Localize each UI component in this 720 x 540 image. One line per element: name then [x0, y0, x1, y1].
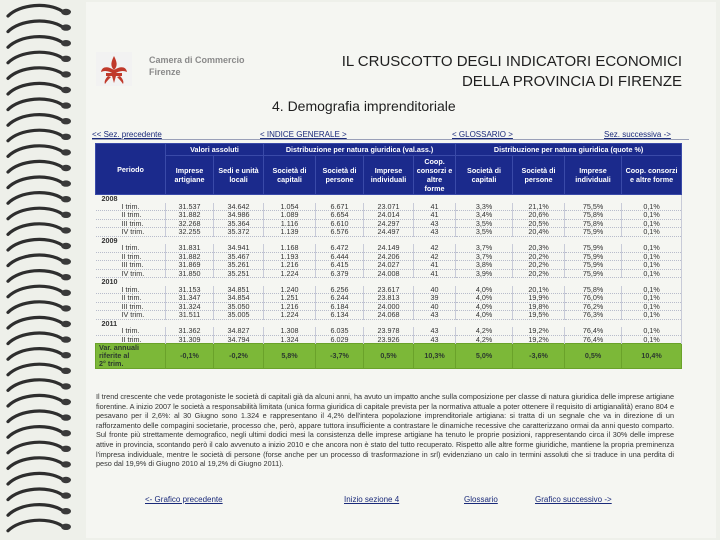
table-cell: 1.308	[264, 327, 316, 335]
table-cell: 75,8%	[565, 219, 622, 228]
spiral-ring	[8, 442, 71, 453]
table-cell: 41	[414, 269, 456, 278]
table-row	[96, 269, 682, 278]
table-cell: 1.139	[264, 228, 316, 237]
table-cell: 1.324	[264, 335, 316, 344]
logo-text	[149, 54, 245, 78]
col-header: Imprese individuali	[364, 156, 414, 195]
next-chart-link[interactable]: Grafico successivo ->	[535, 495, 612, 504]
table-cell: 43	[414, 219, 456, 228]
table-cell: 24.014	[364, 211, 414, 220]
table-cell: 0,1%	[622, 269, 682, 278]
year-label: 2008	[96, 195, 682, 203]
table-cell: 3,7%	[456, 252, 513, 261]
period-cell: III trim.	[96, 261, 166, 270]
spiral-ring	[8, 427, 71, 438]
table-cell: 6.029	[316, 335, 364, 344]
table-cell: 20,4%	[513, 228, 565, 237]
table-cell: 4,2%	[456, 327, 513, 335]
table-row	[96, 335, 682, 344]
table-cell: 1.054	[264, 203, 316, 211]
period-cell: IV trim.	[96, 269, 166, 278]
table-cell: 3,5%	[456, 228, 513, 237]
spiral-ring	[8, 239, 71, 250]
variation-label	[96, 344, 166, 369]
table-cell: 31.324	[166, 302, 214, 311]
spiral-ring	[8, 161, 71, 172]
table-cell: 75,9%	[565, 244, 622, 252]
table-cell: 43	[414, 327, 456, 335]
spiral-ring	[8, 37, 71, 48]
variation-label-line2: 2° trim.	[99, 359, 124, 368]
spiral-ring	[8, 224, 71, 235]
table-cell: 19,8%	[513, 302, 565, 311]
table-cell: 19,2%	[513, 327, 565, 335]
table-row	[96, 261, 682, 270]
variation-cell: 0,5%	[364, 344, 414, 369]
table-cell: 43	[414, 228, 456, 237]
table-cell: 4,2%	[456, 335, 513, 344]
table-cell: 3,3%	[456, 203, 513, 211]
logo-line1: Camera di Commercio	[149, 55, 245, 65]
table-body	[96, 195, 682, 369]
table-cell: 23.071	[364, 203, 414, 211]
table-row	[96, 244, 682, 252]
table-cell: 76,4%	[565, 335, 622, 344]
table-cell: 31.869	[166, 261, 214, 270]
table-cell: 6.184	[316, 302, 364, 311]
col-header: Società di capitali	[456, 156, 513, 195]
prev-section-link[interactable]: << Sez. precedente	[92, 130, 162, 139]
table-cell: 6.415	[316, 261, 364, 270]
table-cell: 1.251	[264, 294, 316, 303]
table-cell: 34.827	[214, 327, 264, 335]
table-cell: 1.168	[264, 244, 316, 252]
table-cell: 34.941	[214, 244, 264, 252]
spiral-ring	[8, 115, 71, 126]
table-cell: 19,5%	[513, 311, 565, 320]
table-cell: 75,8%	[565, 286, 622, 294]
table-cell: 0,1%	[622, 286, 682, 294]
table-cell: 76,4%	[565, 327, 622, 335]
spiral-ring	[8, 395, 71, 406]
spiral-ring	[8, 364, 71, 375]
spiral-ring	[8, 333, 71, 344]
page-title	[342, 52, 682, 92]
table-cell: 0,1%	[622, 311, 682, 320]
section-start-link[interactable]: Inizio sezione 4	[344, 495, 400, 504]
column-header-row	[96, 156, 682, 195]
year-label: 2010	[96, 278, 682, 286]
table-cell: 6.244	[316, 294, 364, 303]
period-cell: III trim.	[96, 219, 166, 228]
table-cell: 34.986	[214, 211, 264, 220]
table-cell: 31.347	[166, 294, 214, 303]
table-cell: 1.224	[264, 269, 316, 278]
table-cell: 31.831	[166, 244, 214, 252]
variation-cell: -3,6%	[513, 344, 565, 369]
table-cell: 6.472	[316, 244, 364, 252]
table-row	[96, 311, 682, 320]
table-cell: 1.216	[264, 302, 316, 311]
col-header: Imprese artigiane	[166, 156, 214, 195]
table-cell: 3,5%	[456, 219, 513, 228]
table-cell: 34.854	[214, 294, 264, 303]
table-cell: 24.027	[364, 261, 414, 270]
spiral-ring	[8, 458, 71, 469]
table-row	[96, 327, 682, 335]
table-cell: 0,1%	[622, 302, 682, 311]
table-cell: 75,9%	[565, 269, 622, 278]
table-cell: 35.372	[214, 228, 264, 237]
spiral-ring	[8, 83, 71, 94]
period-cell: I trim.	[96, 203, 166, 211]
table-cell: 6.256	[316, 286, 364, 294]
group-absolute: Valori assoluti	[166, 144, 264, 156]
col-header: Coop. consorzi e altre forme	[414, 156, 456, 195]
variation-cell: 0,5%	[565, 344, 622, 369]
next-section-link[interactable]: Sez. successiva ->	[604, 130, 671, 139]
table-cell: 6.379	[316, 269, 364, 278]
glossary-footer-link[interactable]: Glossario	[464, 495, 498, 504]
table-cell: 31.309	[166, 335, 214, 344]
table-cell: 35.050	[214, 302, 264, 311]
year-label: 2009	[96, 236, 682, 244]
table-cell: 31.362	[166, 327, 214, 335]
table-cell: 20,2%	[513, 269, 565, 278]
variation-label-line1: Var. annuali riferite al	[99, 343, 139, 360]
table-cell: 75,5%	[565, 203, 622, 211]
spiral-ring	[8, 5, 71, 16]
table-cell: 31.882	[166, 252, 214, 261]
spiral-ring	[8, 52, 71, 63]
table-cell: 41	[414, 261, 456, 270]
table-cell: 31.511	[166, 311, 214, 320]
table-cell: 1.240	[264, 286, 316, 294]
variation-row	[96, 344, 682, 369]
table-cell: 6.610	[316, 219, 364, 228]
spiral-ring	[8, 255, 71, 266]
table-cell: 3,4%	[456, 211, 513, 220]
table-cell: 76,0%	[565, 294, 622, 303]
table-cell: 20,2%	[513, 252, 565, 261]
table-cell: 6.134	[316, 311, 364, 320]
table-cell: 6.035	[316, 327, 364, 335]
table-cell: 23.813	[364, 294, 414, 303]
table-cell: 35.467	[214, 252, 264, 261]
spiral-ring	[8, 473, 71, 484]
group-distribution-abs: Distribuzione per natura giuridica (val.ass.)	[264, 144, 456, 156]
table-cell: 35.364	[214, 219, 264, 228]
table-cell: 43	[414, 335, 456, 344]
table-cell: 3,9%	[456, 269, 513, 278]
spiral-ring	[8, 177, 71, 188]
table-cell: 41	[414, 203, 456, 211]
data-table-container	[95, 143, 681, 369]
period-cell: I trim.	[96, 327, 166, 335]
commentary-paragraph: Il trend crescente che vede protagoniste le società di capitali già da alcuni anni, ha avuto un impatto anche sulla composizione per classe di natura giuridica delle imprese artigiane fiorentine. A inizio 2007 le società a responsabilità limitata (unica forma giuridica di capitale prevista per la normativa attuale a poter ottenere il requisito di artigianalità) erano 804 e pesavano per il 2,6%: al 30 Giugno sono 1.324 e rappresentano il 4,2% dell'intera popolazione imprenditoriale artigiana: si tratta di un segnale che va in direzione di un rafforzamento delle compagini societarie, processo che, però, appare tuttora insufficiente a contrastare le dinamiche recessive che caratterizzano ormai da anni questo comparto. Sul fronte più strettamente demografico, negli ultimi dodici mesi la consistenza delle imprese artigiane ha tenuto le proprie posizioni, rappresentando circa il 30% delle imprese attive in provincia, scontando però il calo avvenuto a inizio 2010 e che ancora non è stato del tutto recuperato. Rispetto alle altre forme giuridiche, mantiene la propria preminenza l'impresa individuale, mentre le società di persone (forse anche per un processo di trasformazione in srl) evidenziano un calo in termini assoluti che si traduce in una perdita di peso dal 19,9% di Giugno 2010 al 19,2% di Giugno 2011).	[96, 392, 675, 469]
variation-cell: -3,7%	[316, 344, 364, 369]
table-cell: 34.851	[214, 286, 264, 294]
logo-line2: Firenze	[149, 67, 181, 77]
col-header: Imprese individuali	[565, 156, 622, 195]
table-cell: 24.068	[364, 311, 414, 320]
table-cell: 34.794	[214, 335, 264, 344]
chamber-logo	[96, 50, 246, 90]
table-cell: 0,1%	[622, 219, 682, 228]
spiral-binding	[0, 0, 86, 540]
table-cell: 0,1%	[622, 261, 682, 270]
col-header: Società di persone	[316, 156, 364, 195]
table-cell: 75,9%	[565, 228, 622, 237]
table-cell: 42	[414, 244, 456, 252]
table-cell: 43	[414, 311, 456, 320]
table-cell: 75,8%	[565, 211, 622, 220]
table-cell: 40	[414, 286, 456, 294]
spiral-ring	[8, 271, 71, 282]
spiral-ring	[8, 349, 71, 360]
table-cell: 24.000	[364, 302, 414, 311]
table-cell: 24.297	[364, 219, 414, 228]
spiral-ring	[8, 130, 71, 141]
table-cell: 1.089	[264, 211, 316, 220]
table-cell: 32.255	[166, 228, 214, 237]
period-cell: II trim.	[96, 294, 166, 303]
table-cell: 20,3%	[513, 244, 565, 252]
table-cell: 23.617	[364, 286, 414, 294]
table-cell: 20,5%	[513, 219, 565, 228]
spiral-ring	[8, 208, 71, 219]
variation-cell: 5,0%	[456, 344, 513, 369]
table-cell: 35.005	[214, 311, 264, 320]
col-header: Società di capitali	[264, 156, 316, 195]
table-cell: 4,0%	[456, 286, 513, 294]
spiral-ring	[8, 505, 71, 516]
variation-cell: -0,2%	[214, 344, 264, 369]
period-cell: I trim.	[96, 286, 166, 294]
table-row	[96, 211, 682, 220]
table-cell: 75,9%	[565, 252, 622, 261]
section-subtitle: 4. Demografia imprenditoriale	[272, 98, 456, 114]
title-line1: IL CRUSCOTTO DEGLI INDICATORI ECONOMICI	[341, 53, 682, 70]
spiral-ring	[8, 302, 71, 313]
table-cell: 0,1%	[622, 211, 682, 220]
year-label: 2011	[96, 319, 682, 327]
spiral-ring	[8, 380, 71, 391]
table-cell: 4,0%	[456, 311, 513, 320]
table-cell: 0,1%	[622, 228, 682, 237]
table-cell: 75,9%	[565, 261, 622, 270]
table-cell: 39	[414, 294, 456, 303]
table-cell: 6.444	[316, 252, 364, 261]
table-cell: 76,2%	[565, 302, 622, 311]
spiral-ring	[8, 286, 71, 297]
period-cell: I trim.	[96, 244, 166, 252]
table-cell: 0,1%	[622, 294, 682, 303]
col-header-period: Periodo	[96, 144, 166, 195]
table-cell: 4,0%	[456, 294, 513, 303]
table-cell: 76,3%	[565, 311, 622, 320]
table-cell: 24.497	[364, 228, 414, 237]
table-cell: 3,8%	[456, 261, 513, 270]
table-cell: 31.850	[166, 269, 214, 278]
spiral-ring	[8, 520, 71, 531]
spiral-ring	[8, 21, 71, 32]
index-link[interactable]: < INDICE GENERALE >	[260, 130, 347, 139]
variation-cell: 10,3%	[414, 344, 456, 369]
table-cell: 3,7%	[456, 244, 513, 252]
table-cell: 0,1%	[622, 203, 682, 211]
group-distribution-pct: Distribuzione per natura giuridica (quote %)	[456, 144, 682, 156]
col-header: Sedi e unità locali	[214, 156, 264, 195]
table-cell: 20,6%	[513, 211, 565, 220]
table-cell: 24.149	[364, 244, 414, 252]
table-row	[96, 228, 682, 237]
table-cell: 0,1%	[622, 252, 682, 261]
table-cell: 21,1%	[513, 203, 565, 211]
table-row	[96, 294, 682, 303]
lily-logo-icon	[96, 52, 132, 86]
table-cell: 20,1%	[513, 286, 565, 294]
spiral-ring	[8, 99, 71, 110]
table-cell: 31.882	[166, 211, 214, 220]
table-cell: 24.206	[364, 252, 414, 261]
table-cell: 32.268	[166, 219, 214, 228]
table-cell: 23.978	[364, 327, 414, 335]
table-cell: 0,1%	[622, 244, 682, 252]
period-cell: II trim.	[96, 252, 166, 261]
title-line2: DELLA PROVINCIA DI FIRENZE	[461, 73, 682, 90]
variation-cell: -0,1%	[166, 344, 214, 369]
table-cell: 19,2%	[513, 335, 565, 344]
table-cell: 31.537	[166, 203, 214, 211]
table-cell: 1.224	[264, 311, 316, 320]
glossary-link[interactable]: < GLOSSARIO >	[452, 130, 513, 139]
table-cell: 1.216	[264, 261, 316, 270]
period-cell: IV trim.	[96, 228, 166, 237]
table-cell: 1.116	[264, 219, 316, 228]
prev-chart-link[interactable]: <- Grafico precedente	[145, 495, 223, 504]
period-cell: IV trim.	[96, 311, 166, 320]
table-cell: 0,1%	[622, 327, 682, 335]
table-cell: 1.193	[264, 252, 316, 261]
table-cell: 40	[414, 302, 456, 311]
table-cell: 31.153	[166, 286, 214, 294]
group-header-row	[96, 144, 682, 156]
table-cell: 4,0%	[456, 302, 513, 311]
table-cell: 24.008	[364, 269, 414, 278]
spiral-ring	[8, 411, 71, 422]
table-cell: 6.576	[316, 228, 364, 237]
spiral-ring	[8, 146, 71, 157]
table-cell: 0,1%	[622, 335, 682, 344]
demography-table	[95, 143, 682, 369]
spiral-ring	[8, 489, 71, 500]
period-cell: II trim.	[96, 335, 166, 344]
spiral-ring	[8, 193, 71, 204]
table-cell: 19,9%	[513, 294, 565, 303]
period-cell: III trim.	[96, 302, 166, 311]
spiral-ring	[8, 317, 71, 328]
variation-cell: 10,4%	[622, 344, 682, 369]
spiral-ring	[8, 68, 71, 79]
col-header: Coop. consorzi e altre forme	[622, 156, 682, 195]
table-cell: 35.251	[214, 269, 264, 278]
col-header: Società di persone	[513, 156, 565, 195]
table-cell: 20,2%	[513, 261, 565, 270]
nav-divider	[92, 139, 689, 140]
table-cell: 6.671	[316, 203, 364, 211]
variation-cell: 5,8%	[264, 344, 316, 369]
table-cell: 6.654	[316, 211, 364, 220]
table-cell: 34.642	[214, 203, 264, 211]
period-cell: II trim.	[96, 211, 166, 220]
table-cell: 35.261	[214, 261, 264, 270]
table-cell: 41	[414, 211, 456, 220]
table-cell: 23.926	[364, 335, 414, 344]
table-cell: 42	[414, 252, 456, 261]
